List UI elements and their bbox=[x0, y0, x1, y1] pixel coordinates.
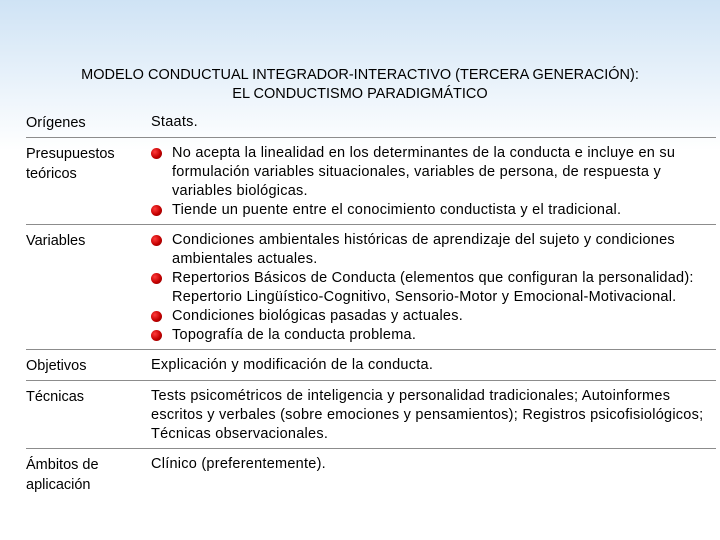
row-content: Staats. bbox=[151, 114, 198, 130]
row-label: Ámbitos de aplicación bbox=[26, 457, 99, 493]
bullet-item bbox=[151, 269, 708, 307]
model-table bbox=[26, 107, 716, 499]
row-content bbox=[151, 138, 716, 224]
table-row-objetivos bbox=[26, 349, 716, 380]
table-row-variables bbox=[26, 224, 716, 349]
table-row-origenes bbox=[26, 107, 716, 137]
title-line-1: MODELO CONDUCTUAL INTEGRADOR-INTERACTIVO (TERCERA GENERACIÓN): bbox=[81, 67, 639, 83]
table-row-tecnicas bbox=[26, 380, 716, 448]
bullet-item bbox=[151, 201, 708, 220]
bullet-text: Repertorios Básicos de Conducta (elementos que configuran la personalidad): Repertorio Lingüístico-Cognitivo, Sensorio-Motor y Emocional-Motivacional. bbox=[172, 270, 694, 305]
table-row-ambitos bbox=[26, 448, 716, 499]
title-line-2: EL CONDUCTISMO PARADIGMÁTICO bbox=[232, 86, 488, 102]
row-content: Explicación y modificación de la conducta. bbox=[151, 357, 434, 373]
slide-title bbox=[0, 66, 720, 104]
bullet-text: Topografía de la conducta problema. bbox=[172, 327, 417, 343]
bullet-item bbox=[151, 231, 708, 269]
bullet-text: Tiende un puente entre el conocimiento conductista y el tradicional. bbox=[172, 202, 622, 218]
row-content bbox=[151, 225, 716, 349]
bullet-icon bbox=[151, 273, 162, 284]
bullet-text: No acepta la linealidad en los determinantes de la conducta e incluye en su formulación variables situacionales, variables de persona, de respuesta y variables biológicas. bbox=[172, 145, 676, 199]
row-label: Técnicas bbox=[26, 389, 85, 405]
bullet-text: Condiciones biológicas pasadas y actuales. bbox=[172, 308, 464, 324]
row-label: Variables bbox=[26, 233, 86, 249]
row-content: Clínico (preferentemente). bbox=[151, 456, 326, 472]
bullet-item bbox=[151, 326, 708, 345]
bullet-icon bbox=[151, 311, 162, 322]
bullet-item bbox=[151, 144, 708, 201]
bullet-item bbox=[151, 307, 708, 326]
table-row-presupuestos bbox=[26, 137, 716, 224]
bullet-icon bbox=[151, 330, 162, 341]
row-label: Presupuestos teóricos bbox=[26, 146, 115, 182]
row-label: Orígenes bbox=[26, 115, 86, 131]
row-content: Tests psicométricos de inteligencia y personalidad tradicionales; Autoinformes escritos y verbales (sobre emociones y pensamientos); Registros psicofisiológicos; Técnicas observacionales. bbox=[151, 388, 704, 442]
bullet-icon bbox=[151, 205, 162, 216]
bullet-icon bbox=[151, 235, 162, 246]
row-label: Objetivos bbox=[26, 358, 87, 374]
bullet-icon bbox=[151, 148, 162, 159]
bullet-text: Condiciones ambientales históricas de aprendizaje del sujeto y condiciones ambientales actuales. bbox=[172, 232, 675, 267]
